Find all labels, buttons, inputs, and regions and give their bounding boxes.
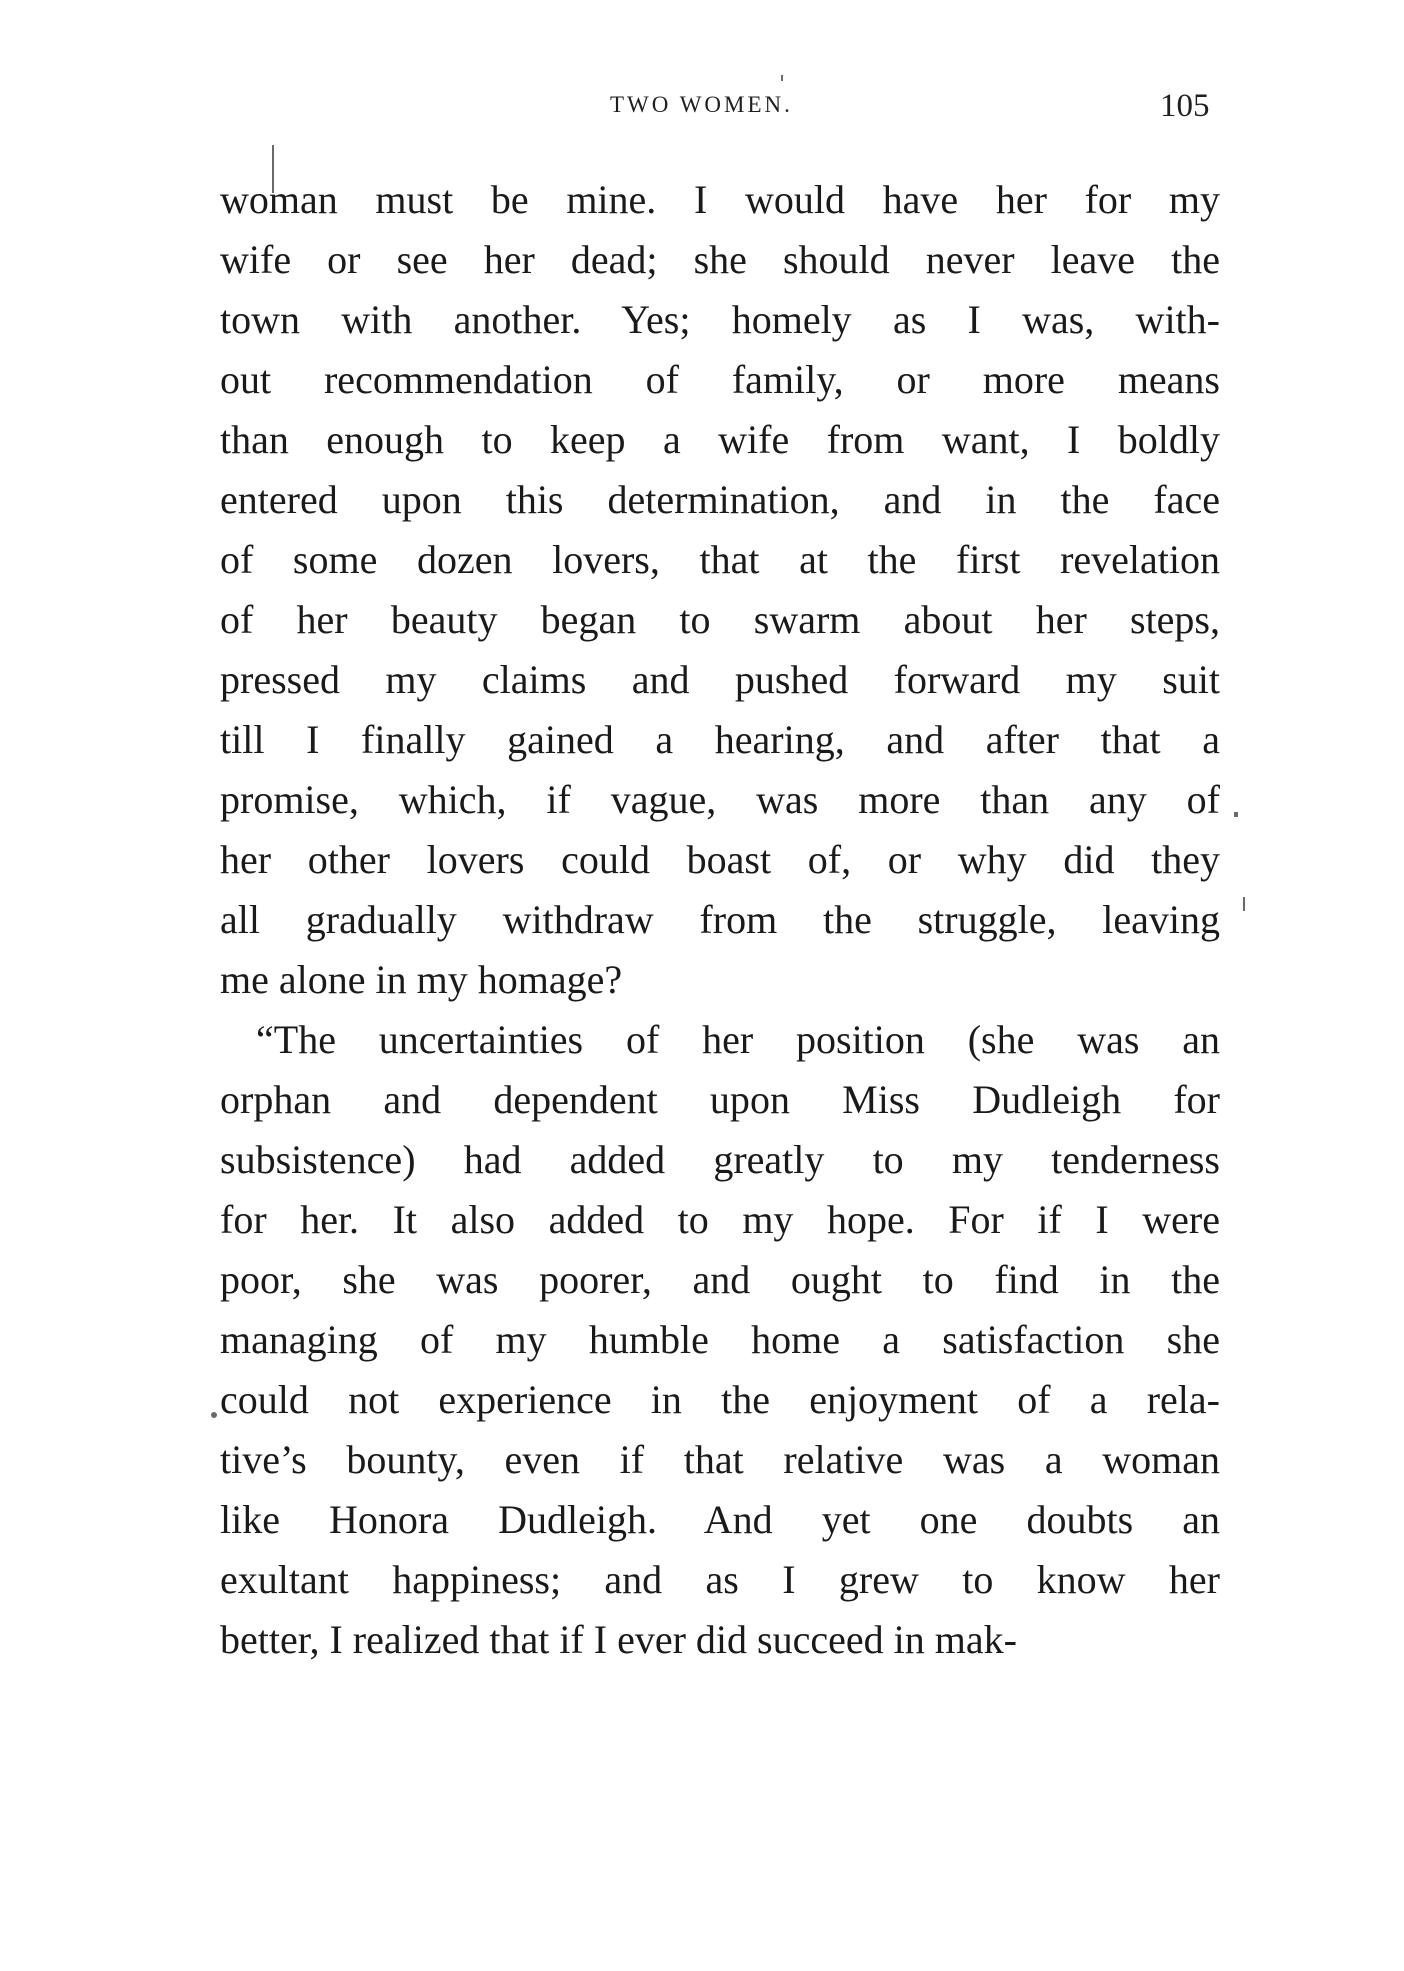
text-line: me alone in my homage? [220, 957, 623, 1002]
text-line: her other lovers could boast of, or why did they [220, 837, 1220, 882]
body-text [220, 170, 1220, 1670]
text-line: better, I realized that if I ever did succeed in mak- [220, 1617, 1017, 1662]
print-speck [211, 1412, 217, 1418]
text-line: of some dozen lovers, that at the first revelation [220, 537, 1220, 582]
print-speck [1243, 897, 1245, 911]
text-line: of her beauty began to swarm about her steps, [220, 597, 1220, 642]
text-line: “The uncertainties of her position (she was an [256, 1017, 1220, 1062]
text-line: all gradually withdraw from the struggle, leaving [220, 897, 1220, 942]
text-line: tive’s bounty, even if that relative was a woman [220, 1437, 1220, 1482]
text-line: pressed my claims and pushed forward my suit [220, 657, 1220, 702]
running-title: TWO WOMEN. [610, 92, 793, 117]
text-line: woman must be mine. I would have her for my [220, 177, 1220, 222]
print-speck [781, 75, 783, 81]
text-line: for her. It also added to my hope. For if I were [220, 1197, 1220, 1242]
text-line: town with another. Yes; homely as I was, with- [220, 297, 1220, 342]
text-line: than enough to keep a wife from want, I boldly [220, 417, 1220, 462]
text-line: could not experience in the enjoyment of a rela- [220, 1377, 1220, 1422]
text-line: exultant happiness; and as I grew to know her [220, 1557, 1220, 1602]
text-line: like Honora Dudleigh. And yet one doubts an [220, 1497, 1220, 1542]
text-line: managing of my humble home a satisfaction she [220, 1317, 1220, 1362]
running-head [0, 88, 1404, 138]
text-line: wife or see her dead; she should never leave the [220, 237, 1220, 282]
text-line: orphan and dependent upon Miss Dudleigh for [220, 1077, 1220, 1122]
page-number: 105 [1160, 88, 1210, 124]
text-line: entered upon this determination, and in the face [220, 477, 1220, 522]
text-line: out recommendation of family, or more means [220, 357, 1220, 402]
text-line: poor, she was poorer, and ought to find in the [220, 1257, 1220, 1302]
text-line: subsistence) had added greatly to my tenderness [220, 1137, 1220, 1182]
text-line: till I finally gained a hearing, and after that a [220, 717, 1220, 762]
print-speck [1234, 812, 1238, 817]
text-line: promise, which, if vague, was more than any of [220, 777, 1220, 822]
